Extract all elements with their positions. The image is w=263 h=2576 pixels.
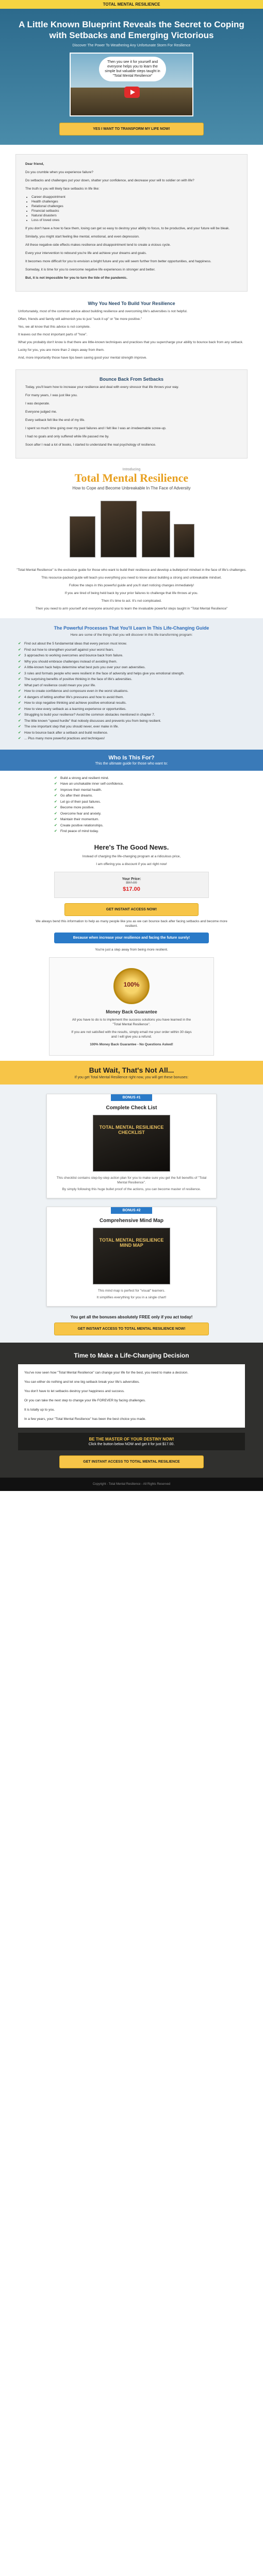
product-bundle-image xyxy=(64,496,199,563)
topbar xyxy=(0,0,263,9)
letter-p8: It becomes more difficult for you to envision a bright future and you will seem further from better opportunities, and happiness. xyxy=(25,260,211,263)
letter-p1: Do you crumble when you experience failure? xyxy=(25,171,93,174)
learn-item: ✔ 3 approaches to working overcomes and bounce back from failure. xyxy=(18,653,245,658)
who-item: ✔ Create positive relationships. xyxy=(54,823,209,828)
learn-item: ✔ Find out about the 5 fundamental ideas that every person must know. xyxy=(18,641,245,647)
letter-p10: But, it is not impossible for you to turn the tide of the pandemic. xyxy=(25,276,127,280)
setback-item: • Relational challenges xyxy=(31,204,238,209)
bonus-header xyxy=(0,1061,263,1084)
product-desc-5: Then it's time to act. It's not complicated. xyxy=(101,599,162,603)
who-item: ✔ Overcome fear and anxiety. xyxy=(54,811,209,817)
decision-section xyxy=(0,1343,263,1478)
who-title: Who Is This For? xyxy=(108,754,155,761)
learn-item: ✔ ... Plus many more powerful practices and techniques! xyxy=(18,736,245,741)
who-item: ✔ Go after their dreams. xyxy=(54,793,209,799)
bonus-desc: This mind map is perfect for "visual" learners. xyxy=(97,1289,166,1293)
bonus-title: But Wait, That's Not All... xyxy=(89,1065,174,1074)
news-p3: We always bend this information to help as many people like you as we can bounce back after facing setbacks and become more resilient. xyxy=(36,919,227,928)
why-title: Why You Need To Build Your Resilience xyxy=(88,301,175,306)
why-p1: Unfortunately, most of the common advice about building resilience and overcoming life's adversities is not helpful. xyxy=(18,310,188,313)
letter-p2: Do setbacks and challenges put your down, shatter your confidence, and decrease your will to soldier on with life? xyxy=(25,179,194,182)
news-cta-button[interactable]: GET INSTANT ACCESS NOW! xyxy=(64,903,199,916)
why-p7: And, more importantly those have tips been saving good your mental strength improve. xyxy=(18,356,147,360)
learn-item: ✔ 3 rules and formats people who were resilient in the face of adversity and helps give you emotional strength. xyxy=(18,671,245,676)
bundle-book-icon xyxy=(174,524,194,557)
current-price: $17.00 xyxy=(123,886,140,892)
learn-item: ✔ Find out how to strengthen yourself against your worst fears. xyxy=(18,648,245,653)
who-item: ✔ Find peace of mind today. xyxy=(54,829,209,834)
bounce-section xyxy=(15,369,248,459)
letter-p7: Every your intervention to rebound you're life and achieve your dreams and goals. xyxy=(25,251,147,255)
bounce-title: Bounce Back From Setbacks xyxy=(99,377,164,382)
bonus-section xyxy=(0,1084,263,1343)
product-desc-3: Follow the steps in this powerful guide and you'll start noticing changes immediately! xyxy=(69,584,194,587)
news-banner: Because when increase your resilience and facing the future surely! xyxy=(54,933,209,943)
guarantee-badge-text: 100% xyxy=(123,980,140,988)
learn-list xyxy=(18,641,245,741)
decision-p5: It is totally up to you. xyxy=(24,1408,55,1412)
decision-p2: You can either do nothing and let one big setback break your life's adversities. xyxy=(24,1380,140,1384)
guarantee-badge-icon xyxy=(113,968,150,1004)
setback-item: • Career disappointment xyxy=(31,195,238,199)
news-p2: I am offering you a discount if you act right now! xyxy=(96,862,167,866)
learn-item: ✔ How to view every setback as a learning experience or opportunities. xyxy=(18,707,245,712)
price-label: Your Price: xyxy=(122,877,141,881)
bonus-cover-image xyxy=(93,1115,170,1172)
learn-item: ✔ 4 dangers of letting another life's pressures and how to avoid them. xyxy=(18,695,245,700)
guarantee-p1: All you have to do is to implement the success solutions you have learned in the "Total Mental Resilience". xyxy=(72,1018,191,1026)
bonus-name: Complete Check List xyxy=(106,1105,157,1111)
product-intro: Introducing xyxy=(122,468,141,471)
learn-item: ✔ A little-known hack helps determine what best puts you over your own adversities. xyxy=(18,665,245,670)
decision-title: Time to Make a Life-Changing Decision xyxy=(74,1351,189,1359)
setback-list xyxy=(31,195,238,223)
letter-p4: If you don't have a how to face them, losing can get so easy to destroy your ability to focus, to be productive, and your future will be bleak. xyxy=(25,227,230,230)
letter-p3: The truth is you will likely face setbacks in life like: xyxy=(25,187,100,191)
decision-p4: Or you can take the next step to change your life FOREVER by facing challenges. xyxy=(24,1398,146,1402)
who-item: ✔ Have an unshakable inner self-confidence. xyxy=(54,782,209,787)
who-section xyxy=(0,750,263,771)
setback-item: • Loss of loved ones xyxy=(31,218,238,223)
subheadline: Discover The Power To Weathering Any Unfortunate Storm For Resilience xyxy=(72,44,191,47)
learn-item: ✔ Struggling to build your resilience? Avoid the common obstacles mentioned in chapter 7. xyxy=(18,713,245,718)
product-tagline: How to Cope and Become Unbreakable In The Face of Adversity xyxy=(72,486,191,490)
guarantee-box xyxy=(49,957,214,1056)
guarantee-p2: If you are not satisfied with the results, simply email me your order within 30 days and I will give you a refund. xyxy=(71,1030,192,1039)
headline: A Little Known Blueprint Reveals the Secret to Coping with Setbacks and Emerging Victorious xyxy=(19,20,244,40)
product-name: Total Mental Resilience xyxy=(74,471,189,484)
bonus-label: BONUS #1 xyxy=(111,1094,152,1101)
bounce-p3: I was desperate. xyxy=(25,402,50,405)
decision-cta-button[interactable]: GET INSTANT ACCESS TO TOTAL MENTAL RESILIENCE xyxy=(59,1455,204,1468)
bonus-cover-title: TOTAL MENTAL RESILIENCE CHECKLIST xyxy=(99,1124,164,1135)
bonus-name: Comprehensive Mind Map xyxy=(100,1217,163,1224)
news-p4: You're just a step away from being more resilient. xyxy=(95,947,168,952)
hero-section xyxy=(0,9,263,145)
learn-item: ✔ The little known "speed hurdle" that nobody discusses and prevents you from being resilient. xyxy=(18,719,245,724)
why-p6: Lucky for you, you are more than 2 steps away from them. xyxy=(18,348,105,352)
decision-banner-2: Click the button below NOW and get it for just $17.00. xyxy=(88,1442,175,1446)
bonus-desc: It simplifies everything for you in a single chart! xyxy=(96,1295,167,1299)
who-item: ✔ Build a strong and resilient mind. xyxy=(54,776,209,781)
video-speech-bubble: Then you see it for yourself and everyone helps you to learn the simple but valuable steps taught in "Total Mental Resilience" xyxy=(99,57,166,81)
product-desc-1: "Total Mental Resilience" is the exclusive guide for those who want to build their resilience and develop a bulletproof mindset in the face of life's challenges. xyxy=(17,568,246,572)
decision-banner xyxy=(18,1433,245,1450)
bonus-cover-image xyxy=(93,1228,170,1284)
bounce-p8: Soon after I read a lot of books, I started to understand the real psychology of resilience. xyxy=(25,443,156,447)
footer xyxy=(0,1478,263,1491)
learn-item: ✔ The one important step that you should never, ever make in life. xyxy=(18,724,245,730)
news-p1: Instead of charging the life-changing program at a ridiculous price, xyxy=(82,854,181,858)
letter-salutation: Dear friend, xyxy=(25,162,44,166)
bundle-book-icon xyxy=(70,516,95,557)
bonus-desc: By simply following this huge bullet proof of the actions, you can become master of resilience. xyxy=(62,1187,201,1191)
video-player[interactable] xyxy=(70,53,193,116)
bounce-p5: Every setback felt like the end of my life. xyxy=(25,418,85,422)
bonus-sub: If you get Total Mental Resilience right now, you will get these bonuses: xyxy=(74,1075,189,1079)
who-item: ✔ Improve their mental health. xyxy=(54,788,209,793)
decision-banner-1: BE THE MASTER OF YOUR DESTINY NOW! xyxy=(89,1436,174,1442)
bonus-note: You get all the bonuses absolutely FREE only if you act today! xyxy=(70,1314,193,1319)
letter-p5: Similarly, you might start feeling like mental, emotional, and even depression. xyxy=(25,235,140,239)
bounce-p4: Everyone judged me. xyxy=(25,410,57,414)
why-p3: Yes, we all know that this advice is not complete. xyxy=(18,325,91,329)
product-desc-6: Then you need to arm yourself and everyone around you to learn the invaluable powerful steps taught in "Total Mental Resilience" xyxy=(35,607,228,611)
setback-item: • Health challenges xyxy=(31,199,238,204)
decision-p6: In a few years, your "Total Mental Resilience" has been the best choice you made. xyxy=(24,1417,146,1421)
learn-item: ✔ What part of resilience could mean you your life. xyxy=(18,683,245,688)
learn-sub: Here are some of the things that you will discover in this life-transforming program: xyxy=(70,633,193,637)
footer-text: Copyright - Total Mental Resilience - All Rights Reserved xyxy=(92,1482,171,1486)
why-p2: Often, friends and family will admonish you to just "suck it up" or "be more positive." xyxy=(18,317,142,321)
learn-item: ✔ How to create confidence and composure even in the worst situations. xyxy=(18,689,245,694)
product-section xyxy=(0,468,263,611)
learn-item: ✔ How to stop negative thinking and achieve positive emotional results. xyxy=(18,701,245,706)
bonus-desc: This checklist contains step-by-step action plan for you to make sure you get the full benefits of "Total Mental Resilience". xyxy=(56,1176,207,1184)
old-price: $97.00 xyxy=(126,880,137,885)
decision-p1: You've now seen how "Total Mental Resilience" can change your life for the best, you need to make a decision. xyxy=(24,1370,189,1375)
topbar-title: TOTAL MENTAL RESILIENCE xyxy=(103,2,160,7)
news-section xyxy=(18,843,245,952)
price-box xyxy=(54,872,209,898)
bonus-card xyxy=(46,1207,217,1307)
who-item: ✔ Maintain their momentum. xyxy=(54,817,209,822)
bounce-p7: I had no goals and only suffered while life passed me by. xyxy=(25,435,109,438)
learn-title: The Powerful Processes That You'll Learn In This Life-Changing Guide xyxy=(54,625,209,631)
bounce-p6: I spent so much time going over my past failures and I felt like I was an irredeemable screw-up. xyxy=(25,427,167,430)
why-section xyxy=(18,301,245,360)
why-p4: It leaves out the most important parts of "how". xyxy=(18,333,88,336)
play-button-icon[interactable] xyxy=(124,87,140,98)
bonus-card xyxy=(46,1094,217,1198)
product-desc-4: If you are tired of being held back by your prior failures to challenge that life throws at you. xyxy=(64,591,199,595)
bonus-label: BONUS #2 xyxy=(111,1207,152,1214)
who-list xyxy=(54,776,209,834)
bounce-p2: For many years, I was just like you. xyxy=(25,394,78,397)
hero-cta-button[interactable]: YES I WANT TO TRANSFORM MY LIFE NOW! xyxy=(59,123,204,135)
sales-letter xyxy=(15,154,248,292)
letter-p6: All these negative-side effects makes resilience and disappointment tend to create a vicious cycle. xyxy=(25,243,171,247)
who-item: ✔ Become more positive. xyxy=(54,805,209,810)
learn-item: ✔ The surprising benefits of positive thinking in the face of life's adversities. xyxy=(18,677,245,682)
who-sub: This the ultimate guide for those who want to: xyxy=(95,761,168,766)
setback-item: • Financial setbacks xyxy=(31,209,238,213)
who-item: ✔ Let go of their past failures. xyxy=(54,800,209,805)
bonus-cta-button[interactable]: GET INSTANT ACCESS TO TOTAL MENTAL RESILIENCE NOW! xyxy=(54,1323,209,1335)
bounce-p1: Today, you'll learn how to increase your resilience and deal with every stressor that life throws your way. xyxy=(25,385,179,389)
learn-section xyxy=(0,618,263,750)
guarantee-p3: 100% Money Back Guarantee - No Questions Asked! xyxy=(90,1042,173,1046)
why-p5: What you probably don't know is that there are little-known techniques and practices that you supercharge your ability to bounce back from any setback. xyxy=(18,341,243,344)
bundle-book-icon xyxy=(101,501,137,557)
bundle-book-icon xyxy=(142,511,170,557)
bonus-cover-title: TOTAL MENTAL RESILIENCE MIND MAP xyxy=(99,1237,164,1248)
news-title: Here's The Good News. xyxy=(94,843,169,851)
learn-item: ✔ Why you should embrace challenges instead of avoiding them. xyxy=(18,659,245,665)
guarantee-title: Money Back Guarantee xyxy=(106,1009,157,1014)
learn-item: ✔ How to bounce back after a setback and build resilience. xyxy=(18,731,245,736)
decision-p3: You don't have to let setbacks destroy your happiness and success. xyxy=(24,1389,125,1393)
letter-p9: Someday, it is time for you to overcome negative life experiences in stronger and better. xyxy=(25,268,156,272)
product-desc-2: This resource-packed guide will teach you everything you need to know about building a strong and unbreakable mindset. xyxy=(41,576,222,580)
setback-item: • Natural disasters xyxy=(31,213,238,218)
